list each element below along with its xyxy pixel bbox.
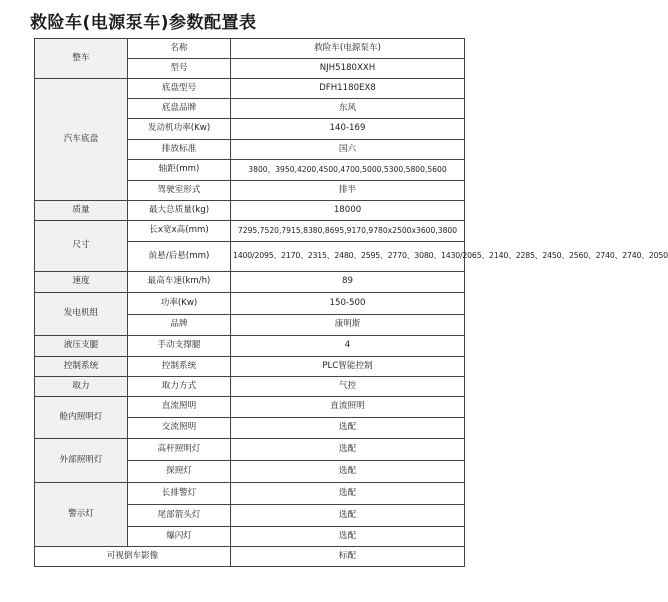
table-row	[35, 377, 465, 397]
row-value-max-speed: 89	[231, 272, 465, 293]
row-value-model: NJH5180XXH	[231, 59, 465, 79]
group-size: 尺寸	[35, 221, 128, 272]
group-chassis: 汽车底盘	[35, 79, 128, 201]
row-label-dimensions: 长x宽x高(mm)	[128, 221, 231, 242]
row-label-bar-light: 长排警灯	[128, 483, 231, 505]
row-label-max-speed: 最高车速(km/h)	[128, 272, 231, 293]
row-value-wheelbase: 3800，3950,4200,4500,4700,5000,5300,5800,5600	[231, 160, 465, 181]
row-label-ac-light: 交流照明	[128, 418, 231, 439]
row-value-arrow-light: 选配	[231, 505, 465, 527]
table-row	[35, 39, 465, 59]
row-label-cab: 驾驶室形式	[128, 181, 231, 201]
row-value-engine-power: 140-169	[231, 119, 465, 140]
row-value-name: 救险车(电源泵车)	[231, 39, 465, 59]
row-label-gross-mass: 最大总质量(kg)	[128, 201, 231, 221]
row-value-control-system: PLC智能控制	[231, 357, 465, 377]
row-value-dimensions: 7295,7520,7915,8380,8695,9170,9780x2500x3600,3800	[231, 221, 465, 242]
row-label-pole-light: 高杆照明灯	[128, 439, 231, 461]
row-value-dc-light: 直流照明	[231, 397, 465, 418]
table-row	[35, 483, 465, 505]
row-label-chassis-model: 底盘型号	[128, 79, 231, 99]
row-value-chassis-brand: 东风	[231, 99, 465, 119]
table-row	[35, 221, 465, 242]
row-label-gen-power: 功率(Kw)	[128, 293, 231, 315]
row-value-legs: 4	[231, 336, 465, 357]
row-label-model: 型号	[128, 59, 231, 79]
table-row	[35, 272, 465, 293]
row-value-emission: 国六	[231, 140, 465, 160]
row-label-strobe-light: 爆闪灯	[128, 527, 231, 547]
row-value-overhang: 1400/2095、2170、2315、2480、2595、2770、3080、1430/2065、2140、2285、2450、2560、2740、2740、2050	[231, 242, 465, 272]
row-label-name: 名称	[128, 39, 231, 59]
row-value-bar-light: 选配	[231, 483, 465, 505]
row-value-pto-mode: 气控	[231, 377, 465, 397]
row-label-control-system: 控制系统	[128, 357, 231, 377]
row-value-gen-power: 150-500	[231, 293, 465, 315]
row-label-dc-light: 直流照明	[128, 397, 231, 418]
table-row	[35, 79, 465, 99]
row-label-chassis-brand: 底盘品牌	[128, 99, 231, 119]
row-label-engine-power: 发动机功率(Kw)	[128, 119, 231, 140]
row-label-wheelbase: 轴距(mm)	[128, 160, 231, 181]
table-row	[35, 547, 465, 567]
row-value-strobe-light: 选配	[231, 527, 465, 547]
table-row	[35, 357, 465, 377]
row-label-rear-camera: 可视倒车影像	[35, 547, 231, 567]
row-label-overhang: 前悬/后悬(mm)	[128, 242, 231, 272]
table-row	[35, 336, 465, 357]
spec-table	[34, 38, 668, 567]
page-title: 救险车(电源泵车)参数配置表	[30, 13, 257, 33]
row-label-pto-mode: 取力方式	[128, 377, 231, 397]
group-hydraulic: 液压支腿	[35, 336, 128, 357]
row-label-legs: 手动支撑腿	[128, 336, 231, 357]
row-label-emission: 排放标准	[128, 140, 231, 160]
group-pto: 取力	[35, 377, 128, 397]
group-speed: 速度	[35, 272, 128, 293]
row-label-search-light: 探照灯	[128, 461, 231, 483]
table-row	[35, 293, 465, 315]
group-generator: 发电机组	[35, 293, 128, 336]
table-row	[35, 201, 465, 221]
table-row	[35, 397, 465, 418]
row-label-gen-brand: 品牌	[128, 315, 231, 336]
row-value-cab: 排半	[231, 181, 465, 201]
row-value-rear-camera: 标配	[231, 547, 465, 567]
group-cabin-light: 舱内照明灯	[35, 397, 128, 439]
row-label-arrow-light: 尾部箭头灯	[128, 505, 231, 527]
row-value-gen-brand: 康明斯	[231, 315, 465, 336]
group-control: 控制系统	[35, 357, 128, 377]
table-row	[35, 439, 465, 461]
group-mass: 质量	[35, 201, 128, 221]
row-value-search-light: 选配	[231, 461, 465, 483]
group-warning-light: 警示灯	[35, 483, 128, 547]
group-outer-light: 外部照明灯	[35, 439, 128, 483]
row-value-chassis-model: DFH1180EX8	[231, 79, 465, 99]
group-vehicle: 整车	[35, 39, 128, 79]
row-value-pole-light: 选配	[231, 439, 465, 461]
row-value-gross-mass: 18000	[231, 201, 465, 221]
row-value-ac-light: 选配	[231, 418, 465, 439]
